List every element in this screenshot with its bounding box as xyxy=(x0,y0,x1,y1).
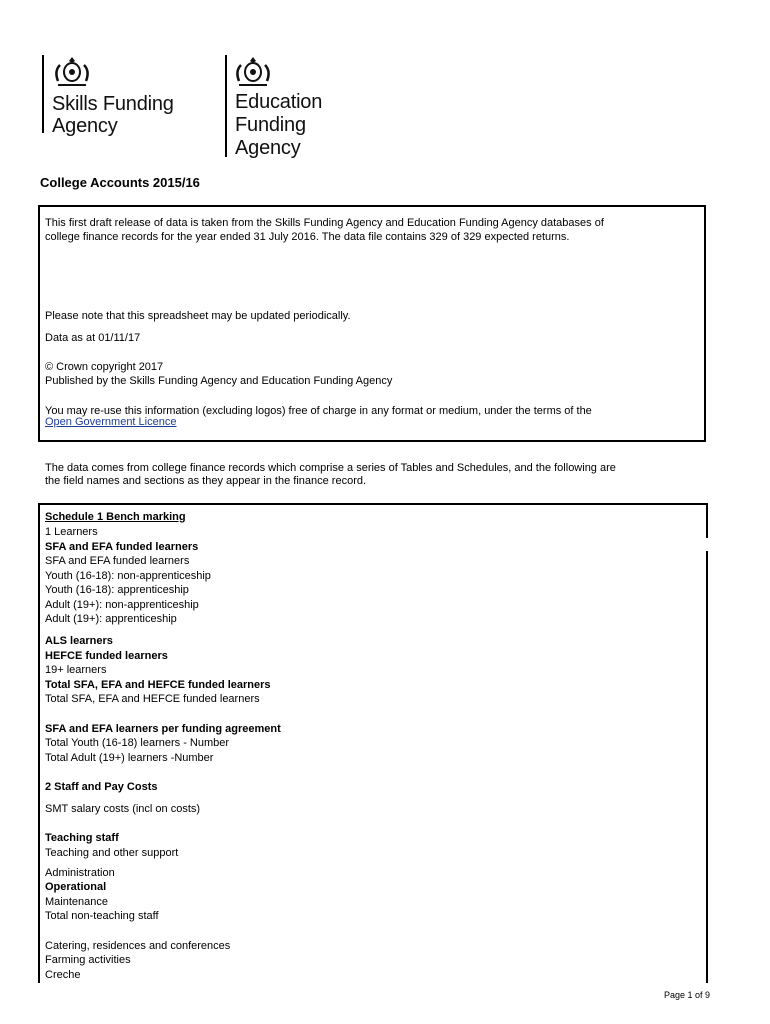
schedule-box-left xyxy=(38,503,40,983)
schedule-section: 2 Staff and Pay Costs xyxy=(45,781,158,793)
royal-crest-icon xyxy=(233,55,273,89)
schedule-field: Adult (19+): apprenticeship xyxy=(45,613,177,625)
efa-logo xyxy=(225,55,385,160)
schedule-section: 1 Learners xyxy=(45,526,98,538)
sfa-logo-line1: Skills Funding xyxy=(52,93,174,115)
sfa-logo xyxy=(42,55,202,135)
schedule-field: SFA and EFA funded learners xyxy=(45,555,190,567)
copyright: © Crown copyright 2017 xyxy=(45,361,164,373)
schedule-field: Total Youth (16-18) learners - Number xyxy=(45,737,230,749)
schedule-subheading: ALS learners xyxy=(45,635,113,647)
schedule-field: Adult (19+): non-apprenticeship xyxy=(45,599,199,611)
explain-text: the field names and sections as they appear in the finance record. xyxy=(45,475,367,487)
schedule-subheading: SFA and EFA learners per funding agreement xyxy=(45,723,281,735)
schedule-field: Total Adult (19+) learners -Number xyxy=(45,752,214,764)
schedule-subheading: SFA and EFA funded learners xyxy=(45,541,199,553)
data-as-at: Data as at 01/11/17 xyxy=(45,332,141,344)
schedule-subheading: Operational xyxy=(45,881,107,893)
schedule-field: Farming activities xyxy=(45,954,131,966)
schedule-box-top xyxy=(38,503,708,505)
reuse-text: You may re-use this information (excluding logos) free of charge in any format or medium, under the terms of the xyxy=(45,405,592,417)
efa-logo-line1: Education xyxy=(235,91,323,113)
schedule-subheading: Total SFA, EFA and HEFCE funded learners xyxy=(45,679,271,691)
explain-text: The data comes from college finance records which comprise a series of Tables and Schedules, and the following are xyxy=(45,462,616,474)
logo-divider xyxy=(225,55,227,157)
schedule-subheading: HEFCE funded learners xyxy=(45,650,168,662)
open-government-licence-link[interactable]: Open Government Licence xyxy=(45,416,177,428)
schedule-heading: Schedule 1 Bench marking xyxy=(45,511,186,523)
schedule-subheading: Teaching staff xyxy=(45,832,119,844)
page-number: Page 1 of 9 xyxy=(663,990,710,1000)
intro-text: college finance records for the year ended 31 July 2016. The data file contains 329 of 329 expected returns. xyxy=(45,231,570,243)
schedule-field: SMT salary costs (incl on costs) xyxy=(45,803,201,815)
schedule-box-right xyxy=(706,551,708,983)
schedule-field: Total non-teaching staff xyxy=(45,910,159,922)
schedule-field: 19+ learners xyxy=(45,664,107,676)
efa-logo-line2: Funding xyxy=(235,114,306,136)
schedule-field: Catering, residences and conferences xyxy=(45,940,231,952)
schedule-field: Creche xyxy=(45,969,81,981)
intro-text: This first draft release of data is taken from the Skills Funding Agency and Education Funding Agency databases of xyxy=(45,217,604,229)
published-by: Published by the Skills Funding Agency and Education Funding Agency xyxy=(45,375,393,387)
page-title: College Accounts 2015/16 xyxy=(40,175,200,190)
schedule-field: Administration xyxy=(45,867,115,879)
schedule-field: Maintenance xyxy=(45,896,108,908)
sfa-logo-line2: Agency xyxy=(52,115,118,137)
royal-crest-icon xyxy=(52,55,92,89)
update-note: Please note that this spreadsheet may be updated periodically. xyxy=(45,310,351,322)
schedule-field: Teaching and other support xyxy=(45,847,179,859)
schedule-field: Youth (16-18): apprenticeship xyxy=(45,584,189,596)
schedule-field: Youth (16-18): non-apprenticeship xyxy=(45,570,211,582)
efa-logo-line3: Agency xyxy=(235,137,301,159)
schedule-box-right xyxy=(706,503,708,538)
logo-divider xyxy=(42,55,44,133)
schedule-field: Total SFA, EFA and HEFCE funded learners xyxy=(45,693,260,705)
